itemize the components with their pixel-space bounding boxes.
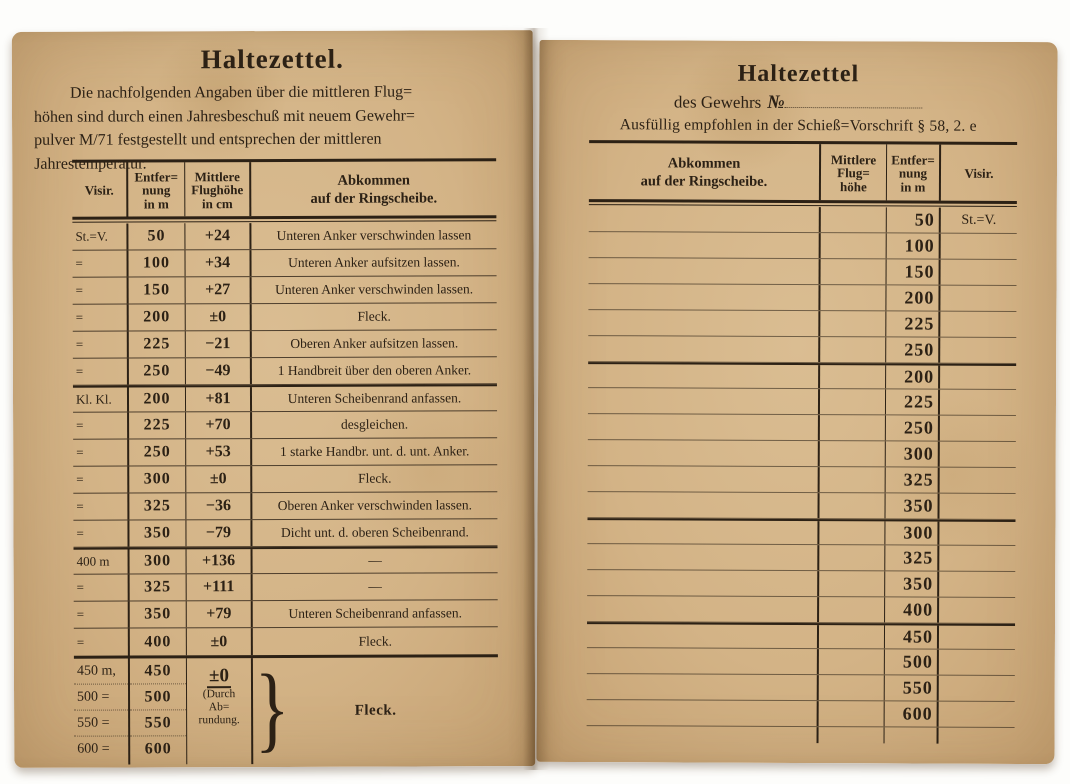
note-blank-cell [587,674,819,700]
visir-cell [939,546,1015,571]
table-row [73,519,497,547]
distance-cell: 200 [129,304,186,330]
height-cell: −49 [186,358,252,384]
table-row [74,546,498,574]
footer-visir-column [74,659,130,765]
distance-cell: 150 [129,277,186,303]
table-row [73,276,497,304]
note-cell: Unteren Anker verschwinden lassen [276,227,472,243]
distance-cell: 550 [885,675,939,700]
header-distance: Entfer= nung in m [128,162,185,216]
visir-cell: = [73,359,129,385]
visir-cell [940,416,1016,441]
table-row [589,206,1017,234]
table-row [588,440,1016,468]
footer-distance-column [130,658,187,764]
header-distance: Entfer= nung in m [887,144,941,200]
visir-cell: 500 = [74,685,128,711]
height-cell: −21 [186,331,252,357]
table-row [74,600,498,628]
visir-cell: Kl. Kl. [73,388,129,412]
distance-cell: 50 [128,223,185,249]
header-hold-point: Abkommen auf der Ringscheibe. [310,172,438,207]
table-row [73,330,497,358]
table-row [73,465,497,493]
visir-cell: = [73,494,129,520]
height-blank-cell [819,521,885,544]
intro-line: Die nachfolgenden Angaben über die mittleren Flug= [69,83,413,102]
height-cell: ±0 [186,304,252,330]
tail-rule [587,726,819,743]
distance-cell: 500 [885,649,939,674]
right-table-tail [587,726,1015,744]
distance-cell: 300 [129,466,186,492]
visir-cell: 550 = [74,711,128,737]
right-table [587,140,1018,744]
height-note-line: Ab= [208,701,230,714]
visir-cell: St.=V. [961,212,997,228]
distance-cell: 325 [886,467,940,492]
visir-cell [940,286,1016,311]
table-row [589,232,1017,260]
height-cell: ±0 [186,466,252,492]
table-row [587,700,1015,728]
intro-line: Jahrestemperatur. [34,154,147,173]
distance-cell: 250 [129,439,186,465]
note-cell: 1 starke Handbr. unt. d. unt. Anker. [279,443,470,459]
header-flight-height: Mittlere Flug= höhe [821,144,887,200]
note-blank-cell [589,232,821,258]
distance-cell: 450 [130,658,186,684]
visir-cell: 600 = [77,741,110,757]
distance-cell: 200 [129,387,186,411]
table-row [73,357,497,385]
right-page [536,40,1057,764]
tail-rule [819,727,885,743]
distance-cell: 350 [885,571,939,596]
height-blank-cell [821,207,887,232]
note-blank-cell [587,492,819,518]
distance-cell: 300 [885,521,939,544]
table-row [588,388,1016,416]
distance-cell: 225 [129,331,186,357]
distance-cell: 500 [130,684,186,710]
height-cell: +34 [185,250,251,276]
note-blank-cell [588,388,820,414]
height-cell: +70 [186,412,252,438]
note-cell: Fleck. [358,633,393,649]
note-cell: Unteren Scheibenrand anfassen. [287,390,462,406]
distance-cell: 450 [885,625,939,648]
table-row [588,284,1016,312]
height-blank-cell [820,415,886,440]
visir-cell: = [74,629,130,656]
height-blank-cell [819,545,885,570]
distance-cell: 400 [885,597,939,622]
height-blank-cell [819,701,885,726]
visir-cell: = [73,332,129,358]
height-cell: ±0 [187,628,253,655]
table-row [74,627,498,655]
left-table-header [72,158,496,219]
height-blank-cell [819,597,885,622]
distance-cell: 200 [886,365,940,388]
visir-cell: = [72,251,128,277]
height-blank-cell [820,441,886,466]
visir-cell [940,390,1016,415]
table-row [588,336,1016,364]
note-blank-cell [588,284,820,310]
note-cell: Unteren Anker verschwinden lassen. [275,281,474,297]
note-blank-cell [587,700,819,726]
distance-cell: 325 [129,493,186,519]
visir-cell: = [73,521,129,547]
note-blank-cell [589,258,821,284]
height-blank-cell [820,467,886,492]
right-table-header [589,140,1017,204]
visir-cell [939,494,1015,519]
left-table-body [72,218,498,655]
height-cell: +111 [187,574,253,600]
visir-cell [939,522,1015,545]
intro-line: höhen sind durch einen Jahresbeschuß mit neuem Gewehr= [33,107,415,126]
note-blank-cell [588,440,820,466]
left-table [72,158,498,764]
table-row [73,384,497,412]
note-blank-cell [587,520,819,544]
visir-cell [940,338,1016,363]
footer-note-cell [253,654,498,764]
intro-line: pulver M/71 festgestellt und entsprechen der mittleren [34,130,382,149]
height-note-line: rundung. [198,714,240,727]
distance-cell: 600 [144,740,172,758]
height-blank-cell [819,493,885,518]
gun-line-prefix: des Gewehrs [673,92,762,112]
distance-cell: 350 [885,493,939,518]
distance-cell: 250 [886,415,940,440]
visir-cell: = [74,575,130,601]
height-blank-cell [820,365,886,388]
table-row [588,414,1016,442]
distance-cell: 400 [130,628,187,655]
distance-cell: 225 [886,311,940,336]
note-blank-cell [588,364,820,388]
table-row [588,362,1016,390]
right-table-body [587,202,1017,728]
note-blank-cell [587,648,819,674]
note-blank-cell [588,414,820,440]
note-blank-cell [587,596,819,622]
note-blank-cell [588,336,820,362]
height-cell: −79 [186,520,252,546]
note-cell: Unteren Anker aufsitzen lassen. [288,254,460,270]
note-blank-cell [587,544,819,570]
header-hold-point: Abkommen auf der Ringscheibe. [589,143,821,200]
table-row [587,544,1015,572]
note-cell: — [368,552,382,568]
height-cell: +81 [186,387,252,411]
table-row [74,573,498,601]
height-blank-cell [819,571,885,596]
height-value: ±0 [207,666,231,688]
height-blank-cell [819,625,885,648]
gun-number-line [539,91,1057,115]
table-row [587,570,1015,598]
visir-cell [939,650,1015,675]
visir-cell: = [73,440,129,466]
right-page-title: Haltezettel [737,60,860,88]
table-row [73,492,497,520]
visir-cell: = [74,602,130,628]
height-blank-cell [820,337,886,362]
visir-cell [939,572,1015,597]
table-row [589,258,1017,286]
distance-cell: 300 [130,549,187,573]
visir-cell: = [73,413,129,439]
distance-cell: 325 [130,574,187,600]
height-cell: +79 [187,601,253,627]
note-blank-cell [587,570,819,596]
height-blank-cell [821,259,887,284]
note-cell: desgleichen. [340,416,409,432]
header-visir: Visir. [964,165,994,182]
table-row [588,310,1016,338]
note-blank-cell [587,624,819,648]
note-blank-cell [588,466,820,492]
distance-cell: 250 [129,358,186,384]
distance-cell: 250 [886,337,940,362]
note-blank-cell [589,206,821,232]
distance-cell: 50 [887,207,941,232]
table-row [587,492,1015,520]
distance-cell: 100 [887,233,941,258]
distance-cell: 100 [128,250,185,276]
visir-cell: = [73,278,129,304]
distance-cell: 200 [886,285,940,310]
gun-number-blank-line [785,93,923,109]
table-row [587,648,1015,676]
note-cell: Oberen Anker aufsitzen lassen. [290,335,459,351]
table-row [73,438,497,466]
note-text: Fleck. [354,702,397,719]
visir-cell [939,626,1015,649]
height-note-line: (Durch [202,688,236,701]
height-cell: +24 [185,223,251,249]
visir-cell [941,260,1017,285]
distance-cell: 550 [130,710,186,736]
height-cell: +27 [186,277,252,303]
visir-cell [940,442,1016,467]
brace-glyph: } [254,654,290,762]
table-row [588,466,1016,494]
visir-cell: = [73,467,129,493]
visir-cell [939,676,1015,701]
table-row [587,518,1015,546]
note-cell: Fleck. [358,470,392,486]
note-cell: 1 Handbreit über den oberen Anker. [277,362,472,378]
height-blank-cell [819,649,885,674]
distance-cell: 350 [129,520,186,546]
tail-rule [885,727,939,743]
table-row [73,411,497,439]
note-cell: Dicht unt. d. oberen Scheibenrand. [281,524,469,540]
visir-cell: 450 m, [74,659,128,685]
table-row [587,596,1015,624]
table-row [587,674,1015,702]
table-row [73,303,497,331]
distance-cell: 150 [887,259,941,284]
distance-cell: 325 [885,545,939,570]
height-blank-cell [821,233,887,258]
numero-symbol: № [767,91,785,113]
table-row [72,222,496,250]
table-row [587,622,1015,650]
distance-cell: 225 [129,412,186,438]
height-blank-cell [820,389,886,414]
visir-cell: St.=V. [72,224,128,250]
tail-rule [939,728,1015,744]
visir-cell [941,234,1017,259]
note-blank-cell [588,310,820,336]
distance-cell: 600 [885,701,939,726]
distance-cell: 300 [886,441,940,466]
note-cell: — [368,578,382,594]
left-table-footer [74,654,498,764]
left-page-title: Haltezettel. [200,43,344,75]
header-flight-height: Mittlere Flughöhe in cm [185,162,251,216]
table-row [72,249,496,277]
instruction-line: Ausfüllig empfohlen in der Schieß=Vorschrift § 58, 2. e [619,116,977,135]
distance-cell: 350 [130,601,187,627]
visir-cell: 400 m [74,550,130,574]
note-cell: Unteren Scheibenrand anfassen. [288,605,463,621]
height-cell: −36 [186,493,252,519]
note-cell: Fleck. [357,308,391,324]
visir-cell [939,598,1015,623]
header-visir: Visir. [72,163,128,217]
visir-cell [940,312,1016,337]
footer-height-cell [187,658,253,764]
visir-cell: = [73,305,129,331]
visir-cell [939,702,1015,727]
left-page [12,30,536,768]
distance-cell: 225 [886,389,940,414]
note-cell: Oberen Anker verschwinden lassen. [277,497,472,513]
height-blank-cell [819,675,885,700]
height-cell: +136 [187,549,253,573]
height-cell: +53 [186,439,252,465]
visir-cell [940,366,1016,389]
height-blank-cell [820,311,886,336]
visir-cell [940,468,1016,493]
height-blank-cell [820,285,886,310]
